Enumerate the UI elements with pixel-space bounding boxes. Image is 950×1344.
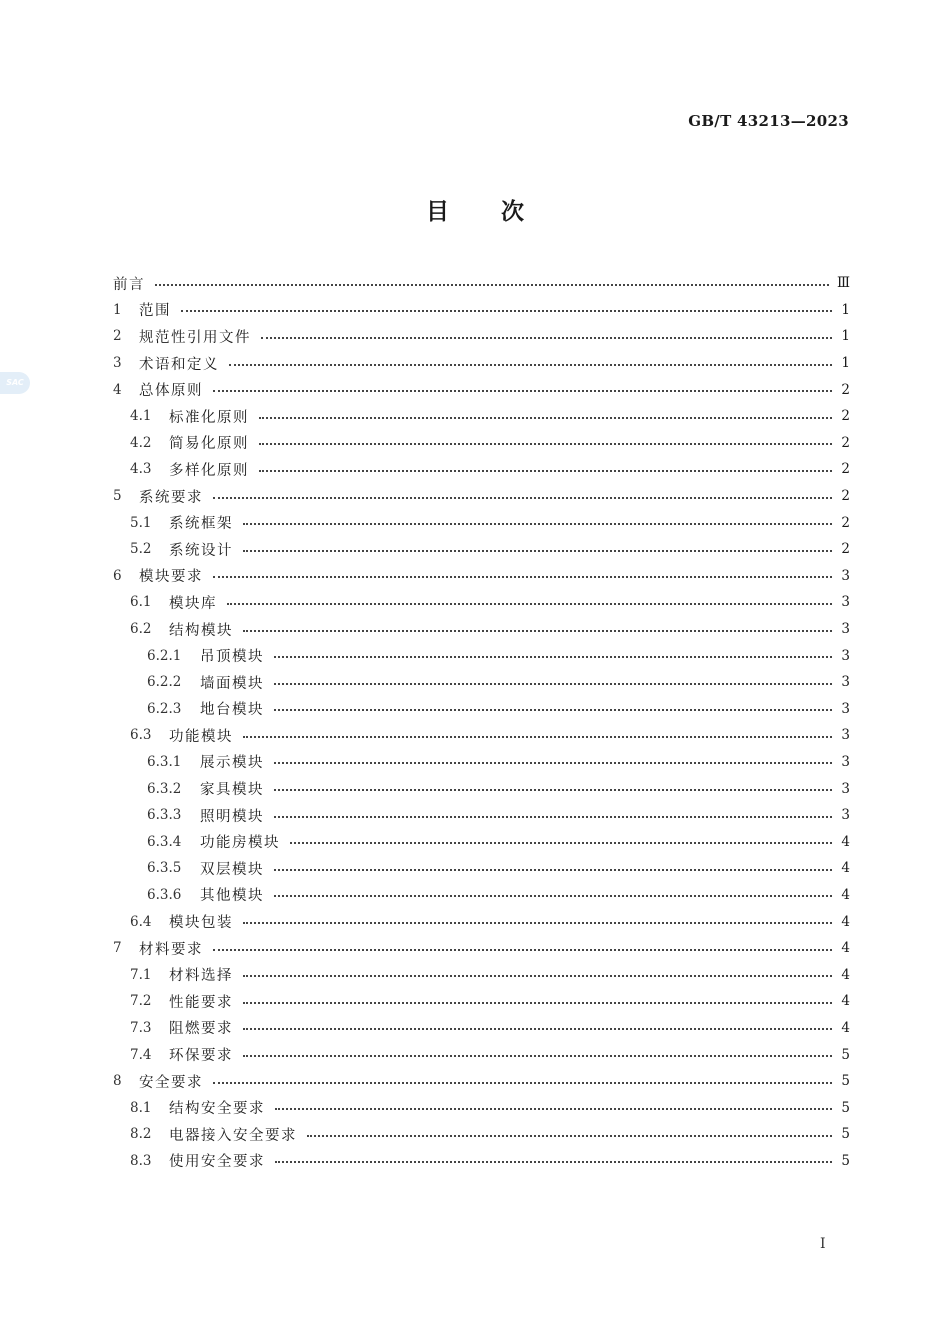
toc-entry-title: 多样化原则 bbox=[169, 462, 249, 479]
toc-entry-page: 5 bbox=[841, 1073, 850, 1090]
toc-entry-number: 6 bbox=[113, 567, 122, 584]
toc-entry-number: 8.2 bbox=[130, 1126, 152, 1143]
toc-entry-page: 3 bbox=[841, 753, 850, 770]
toc-entry[interactable] bbox=[113, 1121, 850, 1148]
toc-entry[interactable] bbox=[113, 1068, 850, 1095]
toc-entry[interactable] bbox=[113, 669, 850, 696]
toc-entry[interactable] bbox=[113, 1094, 850, 1121]
toc-dot-leader bbox=[229, 363, 832, 366]
toc-dot-leader bbox=[259, 416, 832, 419]
toc-entry[interactable] bbox=[113, 563, 850, 590]
toc-entry[interactable] bbox=[113, 616, 850, 643]
toc-entry-page: 1 bbox=[841, 301, 850, 318]
toc-entry-title: 环保要求 bbox=[169, 1048, 233, 1065]
toc-entry-number: 6.3 bbox=[130, 727, 152, 744]
toc-entry[interactable] bbox=[113, 509, 850, 536]
toc-entry-title: 照明模块 bbox=[200, 808, 264, 825]
toc-entry-number: 3 bbox=[113, 355, 122, 372]
toc-dot-leader bbox=[274, 708, 832, 711]
page-title-part1: 目 bbox=[426, 199, 449, 225]
toc-dot-leader bbox=[274, 761, 832, 764]
toc-entry-page: 2 bbox=[841, 461, 850, 478]
toc-entry-number: 6.3.2 bbox=[147, 780, 182, 797]
toc-entry[interactable] bbox=[113, 722, 850, 749]
toc-entry-page: 5 bbox=[841, 1099, 850, 1116]
table-of-contents bbox=[113, 270, 850, 1174]
toc-entry-page: 2 bbox=[841, 514, 850, 531]
toc-dot-leader bbox=[259, 442, 832, 445]
toc-entry-title: 总体原则 bbox=[139, 383, 203, 400]
standard-number: GB/T 43213—2023 bbox=[688, 112, 849, 130]
toc-entry-title: 双层模块 bbox=[200, 861, 264, 878]
toc-dot-leader bbox=[274, 655, 832, 658]
toc-entry-page: 2 bbox=[841, 408, 850, 425]
toc-dot-leader bbox=[243, 549, 832, 552]
toc-entry-page: 1 bbox=[841, 328, 850, 345]
toc-entry[interactable] bbox=[113, 589, 850, 616]
toc-entry-page: 2 bbox=[841, 434, 850, 451]
toc-dot-leader bbox=[275, 1107, 832, 1110]
toc-entry-number: 8 bbox=[113, 1073, 122, 1090]
toc-entry-page: 4 bbox=[841, 913, 850, 930]
toc-entry-number: 7.2 bbox=[130, 993, 152, 1010]
toc-entry-page: 2 bbox=[841, 488, 850, 505]
toc-dot-leader bbox=[243, 1054, 832, 1057]
toc-entry-title: 其他模块 bbox=[200, 888, 264, 905]
toc-entry-page: 2 bbox=[841, 381, 850, 398]
toc-entry-title: 标准化原则 bbox=[169, 409, 249, 426]
toc-dot-leader bbox=[274, 788, 832, 791]
toc-entry-number: 4.3 bbox=[130, 461, 152, 478]
toc-entry-page: 3 bbox=[841, 621, 850, 638]
toc-dot-leader bbox=[243, 974, 832, 977]
toc-entry-page: 4 bbox=[841, 940, 850, 957]
page-title bbox=[0, 193, 950, 226]
toc-entry-title: 墙面模块 bbox=[200, 675, 264, 692]
toc-entry-title: 模块要求 bbox=[139, 569, 203, 586]
toc-entry-number: 6.2 bbox=[130, 621, 152, 638]
toc-entry-number: 6.3.6 bbox=[147, 886, 182, 903]
toc-dot-leader bbox=[274, 815, 832, 818]
toc-entry-title: 电器接入安全要求 bbox=[169, 1127, 297, 1144]
toc-entry-page: 1 bbox=[841, 355, 850, 372]
toc-entry-title: 展示模块 bbox=[200, 755, 264, 772]
toc-entry-number: 6.3.3 bbox=[147, 807, 182, 824]
toc-entry[interactable] bbox=[113, 1148, 850, 1175]
toc-entry-title: 前言 bbox=[113, 276, 145, 293]
toc-entry-title: 性能要求 bbox=[169, 994, 233, 1011]
toc-dot-leader bbox=[213, 948, 832, 951]
toc-dot-leader bbox=[213, 389, 832, 392]
toc-entry-page: 4 bbox=[841, 993, 850, 1010]
toc-entry-title: 材料要求 bbox=[139, 941, 203, 958]
toc-entry-title: 规范性引用文件 bbox=[139, 329, 251, 346]
toc-entry-page: 4 bbox=[841, 966, 850, 983]
toc-entry[interactable] bbox=[113, 642, 850, 669]
toc-dot-leader bbox=[261, 336, 832, 339]
toc-entry-title: 吊顶模块 bbox=[200, 649, 264, 666]
toc-entry[interactable] bbox=[113, 430, 850, 457]
toc-entry-number: 7.1 bbox=[130, 966, 152, 983]
toc-entry-title: 系统框架 bbox=[169, 516, 233, 533]
toc-entry-page: 3 bbox=[841, 674, 850, 691]
toc-entry[interactable] bbox=[113, 1041, 850, 1068]
toc-entry-page: 4 bbox=[841, 833, 850, 850]
toc-entry-title: 结构模块 bbox=[169, 622, 233, 639]
toc-entry-page: Ⅲ bbox=[836, 275, 850, 292]
toc-entry-page: 5 bbox=[841, 1126, 850, 1143]
toc-entry-title: 模块包装 bbox=[169, 915, 233, 932]
toc-dot-leader bbox=[290, 841, 832, 844]
toc-entry[interactable] bbox=[113, 456, 850, 483]
toc-entry-number: 8.1 bbox=[130, 1099, 152, 1116]
toc-entry-page: 5 bbox=[841, 1046, 850, 1063]
toc-dot-leader bbox=[274, 868, 832, 871]
toc-entry-title: 结构安全要求 bbox=[169, 1101, 265, 1118]
toc-entry[interactable] bbox=[113, 350, 850, 377]
toc-dot-leader bbox=[307, 1134, 832, 1137]
toc-entry-title: 功能房模块 bbox=[200, 835, 280, 852]
toc-entry-number: 8.3 bbox=[130, 1152, 152, 1169]
toc-dot-leader bbox=[155, 283, 829, 286]
toc-dot-leader bbox=[243, 629, 832, 632]
toc-entry-number: 5.2 bbox=[130, 541, 152, 558]
toc-entry-page: 4 bbox=[841, 886, 850, 903]
toc-entry-number: 4.1 bbox=[130, 408, 152, 425]
toc-entry-number: 6.4 bbox=[130, 913, 152, 930]
toc-entry-number: 7 bbox=[113, 940, 122, 957]
toc-entry-title: 材料选择 bbox=[169, 968, 233, 985]
toc-entry-title: 术语和定义 bbox=[139, 356, 219, 373]
toc-entry-title: 家具模块 bbox=[200, 782, 264, 799]
toc-entry-page: 3 bbox=[841, 594, 850, 611]
toc-entry[interactable] bbox=[113, 961, 850, 988]
toc-entry[interactable] bbox=[113, 988, 850, 1015]
toc-dot-leader bbox=[243, 522, 832, 525]
toc-entry[interactable] bbox=[113, 828, 850, 855]
toc-dot-leader bbox=[227, 602, 832, 605]
page-title-part2: 次 bbox=[501, 199, 524, 225]
toc-entry[interactable] bbox=[113, 802, 850, 829]
toc-entry-number: 6.2.2 bbox=[147, 674, 182, 691]
toc-entry-page: 3 bbox=[841, 807, 850, 824]
toc-entry-title: 系统设计 bbox=[169, 542, 233, 559]
toc-entry-page: 3 bbox=[841, 647, 850, 664]
toc-entry[interactable] bbox=[113, 483, 850, 510]
toc-entry[interactable] bbox=[113, 749, 850, 776]
toc-dot-leader bbox=[243, 921, 832, 924]
toc-entry-number: 6.3.1 bbox=[147, 753, 182, 770]
toc-dot-leader bbox=[275, 1160, 832, 1163]
toc-dot-leader bbox=[274, 894, 832, 897]
toc-entry-title: 范围 bbox=[139, 303, 171, 320]
toc-entry-page: 2 bbox=[841, 541, 850, 558]
toc-dot-leader bbox=[243, 1001, 832, 1004]
toc-entry-number: 6.2.3 bbox=[147, 700, 182, 717]
toc-entry[interactable] bbox=[113, 323, 850, 350]
toc-entry-page: 5 bbox=[841, 1152, 850, 1169]
toc-entry-title: 使用安全要求 bbox=[169, 1154, 265, 1171]
toc-entry-number: 7.4 bbox=[130, 1046, 152, 1063]
toc-entry[interactable] bbox=[113, 855, 850, 882]
toc-entry-page: 3 bbox=[841, 700, 850, 717]
toc-entry-page: 4 bbox=[841, 1019, 850, 1036]
toc-entry-number: 7.3 bbox=[130, 1019, 152, 1036]
toc-dot-leader bbox=[213, 575, 832, 578]
toc-entry-number: 6.1 bbox=[130, 594, 152, 611]
toc-dot-leader bbox=[243, 1027, 832, 1030]
toc-entry-page: 3 bbox=[841, 727, 850, 744]
toc-entry-title: 模块库 bbox=[169, 595, 217, 612]
toc-dot-leader bbox=[243, 735, 832, 738]
toc-entry[interactable] bbox=[113, 775, 850, 802]
toc-entry-title: 地台模块 bbox=[200, 702, 264, 719]
toc-dot-leader bbox=[181, 309, 832, 312]
toc-entry[interactable] bbox=[113, 696, 850, 723]
toc-entry[interactable] bbox=[113, 270, 850, 297]
toc-entry-title: 安全要求 bbox=[139, 1074, 203, 1091]
toc-entry[interactable] bbox=[113, 536, 850, 563]
toc-entry-title: 系统要求 bbox=[139, 489, 203, 506]
page-number: I bbox=[820, 1236, 826, 1252]
toc-entry-page: 4 bbox=[841, 860, 850, 877]
toc-entry-page: 3 bbox=[841, 780, 850, 797]
toc-entry-number: 6.3.5 bbox=[147, 860, 182, 877]
toc-dot-leader bbox=[274, 682, 832, 685]
toc-dot-leader bbox=[259, 469, 832, 472]
toc-dot-leader bbox=[213, 496, 832, 499]
toc-entry-number: 6.3.4 bbox=[147, 833, 182, 850]
toc-entry[interactable] bbox=[113, 1015, 850, 1042]
toc-entry-number: 5.1 bbox=[130, 514, 152, 531]
sac-watermark-logo: SAC bbox=[0, 372, 30, 394]
toc-entry-title: 功能模块 bbox=[169, 728, 233, 745]
toc-entry[interactable] bbox=[113, 908, 850, 935]
toc-entry-page: 3 bbox=[841, 567, 850, 584]
toc-entry[interactable] bbox=[113, 882, 850, 909]
toc-entry-number: 6.2.1 bbox=[147, 647, 182, 664]
toc-entry-number: 4 bbox=[113, 381, 122, 398]
toc-entry[interactable] bbox=[113, 297, 850, 324]
toc-entry[interactable] bbox=[113, 376, 850, 403]
toc-entry[interactable] bbox=[113, 935, 850, 962]
toc-entry-title: 阻燃要求 bbox=[169, 1021, 233, 1038]
toc-entry[interactable] bbox=[113, 403, 850, 430]
toc-entry-number: 5 bbox=[113, 488, 122, 505]
toc-entry-title: 简易化原则 bbox=[169, 436, 249, 453]
toc-entry-number: 1 bbox=[113, 301, 122, 318]
toc-entry-number: 2 bbox=[113, 328, 122, 345]
toc-dot-leader bbox=[213, 1081, 832, 1084]
toc-entry-number: 4.2 bbox=[130, 434, 152, 451]
